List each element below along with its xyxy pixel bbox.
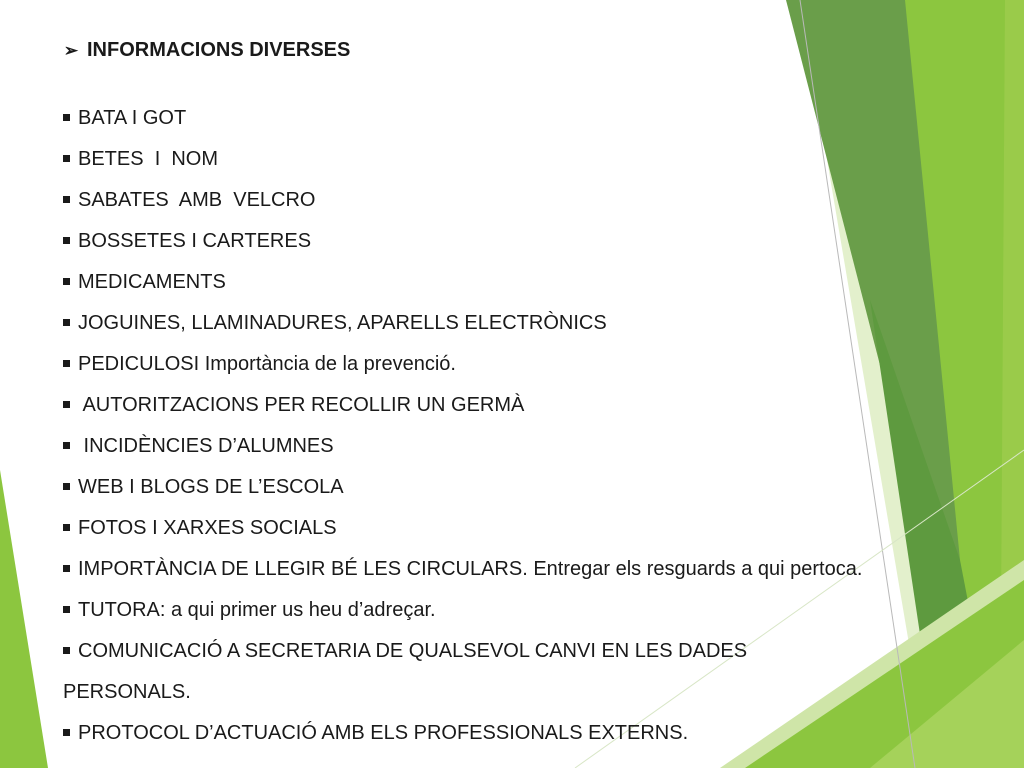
square-bullet-icon: [63, 565, 70, 572]
slide-heading-text: INFORMACIONS DIVERSES: [87, 39, 351, 61]
list-item: SABATES AMB VELCRO: [63, 180, 983, 221]
square-bullet-icon: [63, 524, 70, 531]
list-item: PROTOCOL D’ACTUACIÓ AMB ELS PROFESSIONALS EXTERNS.: [63, 713, 983, 754]
square-bullet-icon: [63, 729, 70, 736]
list-item: IMPORTÀNCIA DE LLEGIR BÉ LES CIRCULARS. Entregar els resguards a qui pertoca.: [63, 549, 983, 590]
facet-left: [0, 470, 48, 768]
list-item: JOGUINES, LLAMINADURES, APARELLS ELECTRÒNICS: [63, 303, 983, 344]
list-item: BATA I GOT: [63, 98, 983, 139]
square-bullet-icon: [63, 237, 70, 244]
list-item: INCIDÈNCIES D’ALUMNES: [63, 426, 983, 467]
list-item: BETES I NOM: [63, 139, 983, 180]
square-bullet-icon: [63, 360, 70, 367]
list-item: TUTORA: a qui primer us heu d’adreçar.: [63, 590, 983, 631]
square-bullet-icon: [63, 483, 70, 490]
square-bullet-icon: [63, 278, 70, 285]
list-item: PEDICULOSI Importància de la prevenció.: [63, 344, 983, 385]
square-bullet-icon: [63, 647, 70, 654]
square-bullet-icon: [63, 319, 70, 326]
list-item: AUTORITZACIONS PER RECOLLIR UN GERMÀ: [63, 385, 983, 426]
slide-heading: [63, 36, 983, 64]
square-bullet-icon: [63, 155, 70, 162]
list-item: COMUNICACIÓ A SECRETARIA DE QUALSEVOL CANVI EN LES DADES PERSONALS.: [63, 640, 748, 703]
bullet-list: [63, 98, 983, 754]
list-item: FOTOS I XARXES SOCIALS: [63, 508, 983, 549]
list-item: MEDICAMENTS: [63, 262, 983, 303]
square-bullet-icon: [63, 196, 70, 203]
square-bullet-icon: [63, 442, 70, 449]
square-bullet-icon: [63, 401, 70, 408]
slide-content: [63, 36, 983, 754]
square-bullet-icon: [63, 114, 70, 121]
list-item: BOSSETES I CARTERES: [63, 221, 983, 262]
list-item: WEB I BLOGS DE L’ESCOLA: [63, 467, 983, 508]
square-bullet-icon: [63, 606, 70, 613]
arrow-bullet-icon: ➢: [63, 41, 79, 60]
